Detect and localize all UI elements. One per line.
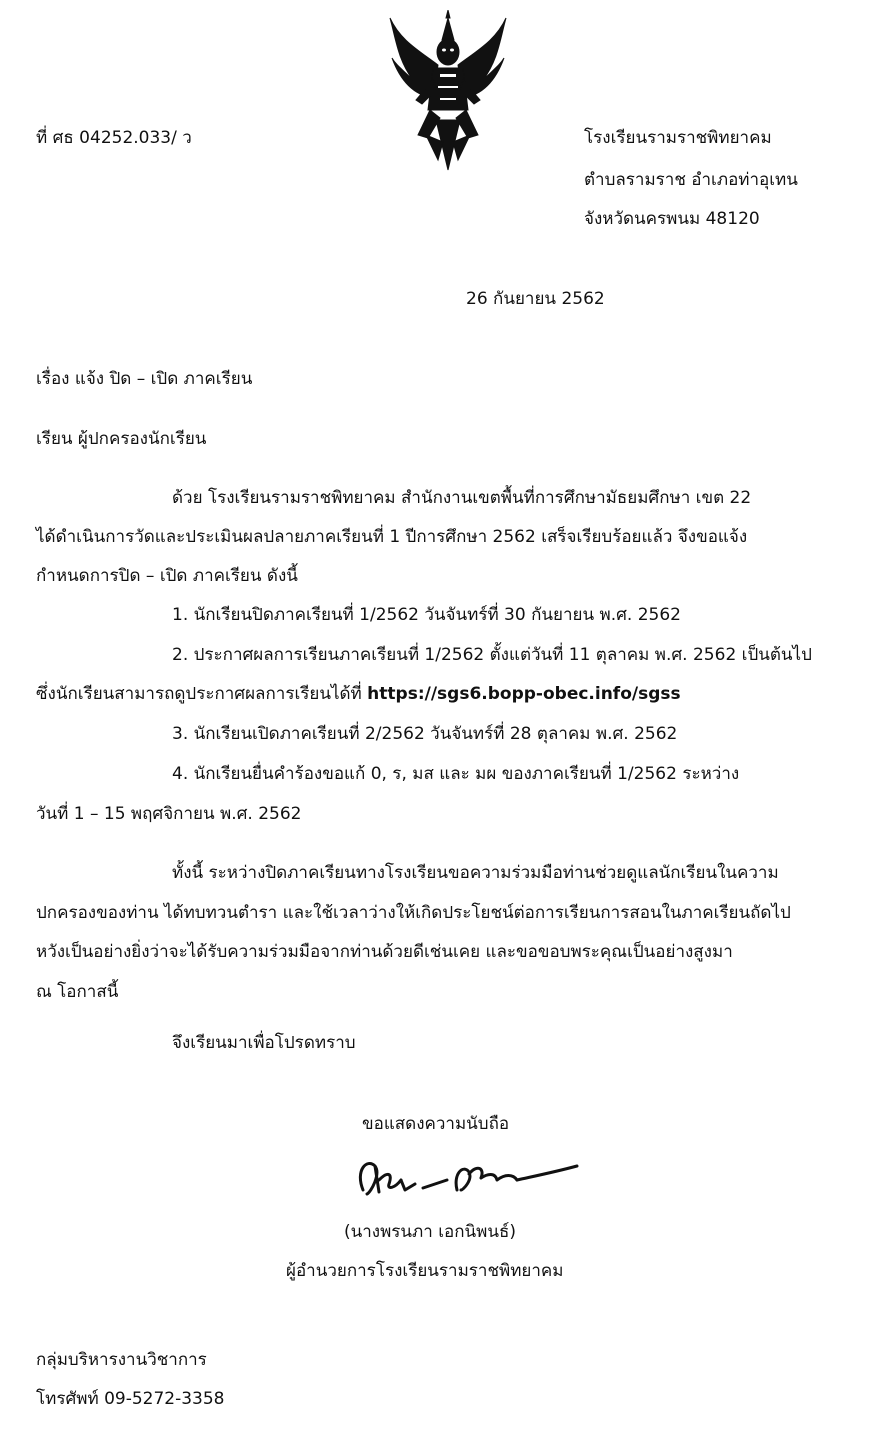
signer-name: (นางพรนภา เอกนิพนธ์) [344, 1222, 516, 1242]
address-line-1: ตำบลรามราช อำเภอท่าอุเทน [584, 170, 798, 190]
department-name: กลุ่มบริหารงานวิชาการ [36, 1350, 207, 1370]
school-name: โรงเรียนรามราชพิทยาคม [584, 128, 772, 148]
intro-line-1: ด้วย โรงเรียนรามราชพิทยาคม สำนักงานเขตพื้นที่การศึกษามัธยมศึกษา เขต 22 [172, 488, 752, 508]
list-item-2-line-2 [36, 684, 681, 704]
closing-line-1: ทั้งนี้ ระหว่างปิดภาคเรียนทางโรงเรียนขอความร่วมมือท่านช่วยดูแลนักเรียนในความ [172, 863, 779, 883]
list-item-1: 1. นักเรียนปิดภาคเรียนที่ 1/2562 วันจันทร์ที่ 30 กันยายน พ.ศ. 2562 [172, 605, 681, 625]
handwritten-signature-icon [345, 1150, 585, 1210]
reference-number: ที่ ศธ 04252.033/ ว [36, 128, 192, 148]
list-item-4-line-1: 4. นักเรียนยื่นคำร้องขอแก้ 0, ร, มส และ มผ ของภาคเรียนที่ 1/2562 ระหว่าง [172, 764, 740, 784]
list-item-3: 3. นักเรียนเปิดภาคเรียนที่ 2/2562 วันจันทร์ที่ 28 ตุลาคม พ.ศ. 2562 [172, 724, 678, 744]
regards-text: ขอแสดงความนับถือ [362, 1114, 510, 1134]
letter-recipient: เรียน ผู้ปกครองนักเรียน [36, 429, 207, 449]
contact-phone: โทรศัพท์ 09-5272-3358 [36, 1389, 225, 1409]
inform-line: จึงเรียนมาเพื่อโปรดทราบ [172, 1033, 356, 1053]
closing-line-2: ปกครองของท่าน ได้ทบทวนตำรา และใช้เวลาว่างให้เกิดประโยชน์ต่อการเรียนการสอนในภาคเรียนถัดไป [36, 903, 791, 923]
closing-line-4: ณ โอกาสนี้ [36, 982, 119, 1002]
garuda-emblem-icon [388, 10, 508, 175]
letter-date: 26 กันยายน 2562 [466, 289, 605, 309]
results-url-link[interactable]: https://sgs6.bopp-obec.info/sgss [367, 684, 681, 704]
list-item-2-line-1: 2. ประกาศผลการเรียนภาคเรียนที่ 1/2562 ตั้งแต่วันที่ 11 ตุลาคม พ.ศ. 2562 เป็นต้นไป [172, 645, 812, 665]
letter-subject: เรื่อง แจ้ง ปิด – เปิด ภาคเรียน [36, 369, 253, 389]
results-text: ซึ่งนักเรียนสามารถดูประกาศผลการเรียนได้ที่ [36, 684, 368, 704]
address-line-2: จังหวัดนครพนม 48120 [584, 209, 760, 229]
intro-line-3: กำหนดการปิด – เปิด ภาคเรียน ดังนี้ [36, 566, 298, 586]
intro-line-2: ได้ดำเนินการวัดและประเมินผลปลายภาคเรียนที่ 1 ปีการศึกษา 2562 เสร็จเรียบร้อยแล้ว จึงขอแจ้ง [36, 527, 748, 547]
list-item-4-line-2: วันที่ 1 – 15 พฤศจิกายน พ.ศ. 2562 [36, 804, 302, 824]
signer-position: ผู้อำนวยการโรงเรียนรามราชพิทยาคม [286, 1261, 564, 1281]
closing-line-3: หวังเป็นอย่างยิ่งว่าจะได้รับความร่วมมือจากท่านด้วยดีเช่นเคย และขอขอบพระคุณเป็นอย่างสูงมา [36, 942, 733, 962]
